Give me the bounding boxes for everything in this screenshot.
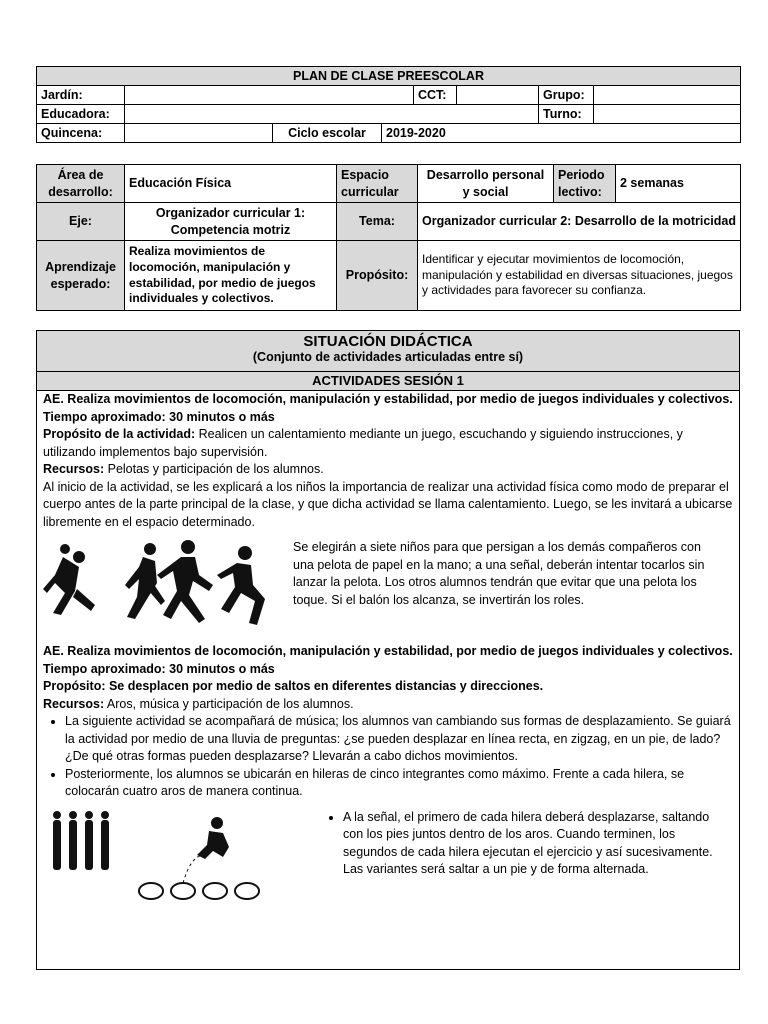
situacion-header	[37, 331, 739, 372]
area-label: Área de desarrollo:	[37, 165, 125, 203]
quincena-field[interactable]	[125, 124, 273, 143]
a1-tiempo: Tiempo aproximado: 30 minutos o más	[43, 409, 275, 424]
a2-bullet-2: • Posteriormente, los alumnos se ubicarán en hileras de cinco integrantes como máximo. Frente a cada hilera, se colocarán cuatro aros de manera continua.	[65, 766, 733, 801]
plan-title: PLAN DE CLASE PREESCOLAR	[37, 67, 741, 86]
situacion-subtitle: (Conjunto de actividades articuladas entre sí)	[252, 350, 524, 364]
a1-intro: Al inicio de la actividad, se les explicará a los niños la importancia de realizar una actividad física como modo de preparar el cuerpo antes de la parte principal de la clase, y que dicha actividad se llama calentamiento. Luego, se les invitará a ubicarse libremente en el espacio determinado.	[43, 479, 733, 529]
running-children-illustration	[43, 539, 283, 627]
a1-recursos: Recursos: Pelotas y participación de los alumnos.	[43, 462, 324, 476]
turno-field[interactable]	[594, 105, 741, 124]
educadora-field[interactable]	[125, 105, 539, 124]
a2-bullet-1: • La siguiente actividad se acompañará de música; los alumnos van cambiando sus formas de desplazamiento. Se guiará la actividad por medio de una lluvia de preguntas: ¿se pueden desplazar en línea recta, en zigzag, en un pie, de lado? ¿De qué otras formas pueden desplazarse? Llevarán a cabo dichos movimientos.	[65, 713, 733, 766]
organizador-2: Organizador curricular 2: Desarrollo de la motricidad	[418, 203, 741, 241]
a2-list	[43, 713, 733, 801]
organizador-1: Organizador curricular 1: Competencia motriz	[125, 203, 337, 241]
activity-1	[37, 391, 739, 901]
situacion-title: SITUACIÓN DIDÁCTICA	[303, 333, 473, 350]
jumping-hoops-illustration	[43, 809, 293, 901]
espacio-value: Desarrollo personal y social	[418, 165, 554, 203]
eje-label: Eje:	[37, 203, 125, 241]
proposito-label: Propósito:	[337, 241, 418, 311]
a1-game: Se elegirán a siete niños para que persigan a los demás compañeros con una pelota de papel en la mano; a una señal, deberán intentar tocarlos sin lanzar la pelota. Los otros alumnos tendrán que evitar que una pelota los toque. Si el balón los alcanza, se invertirán los roles.	[293, 540, 705, 607]
session-title: ACTIVIDADES SESIÓN 1	[37, 372, 739, 391]
a2-list-2	[313, 809, 713, 901]
area-value: Educación Física	[125, 165, 337, 203]
aprendizaje-label: Aprendizaje esperado:	[37, 241, 125, 311]
a2-bullet-3: • A la señal, el primero de cada hilera deberá desplazarse, saltando con los pies juntos dentro de los aros. Cuando terminen, los segundos de cada hilera ejecutan el ejercicio y así sucesivamente. Las variantes será saltar a un pie y de forma alternada.	[343, 809, 713, 879]
a1-ae: AE. Realiza movimientos de locomoción, manipulación y estabilidad, por medio de juegos individuales y colectivos.	[43, 392, 733, 406]
espacio-label: Espacio curricular	[337, 165, 418, 203]
jardin-label: Jardín:	[37, 86, 125, 105]
proposito-value: Identificar y ejecutar movimientos de locomoción, manipulación y estabilidad en diversas situaciones, juegos y actividades para favorecer su confianza.	[418, 241, 741, 311]
cct-field[interactable]	[457, 86, 539, 105]
tema-label: Tema:	[337, 203, 418, 241]
quincena-label: Quincena:	[37, 124, 125, 143]
cct-label: CCT:	[414, 86, 457, 105]
ciclo-label: Ciclo escolar	[273, 124, 382, 143]
a2-tiempo: Tiempo aproximado: 30 minutos o más	[43, 661, 275, 676]
a2-proposito: Propósito: Se desplacen por medio de saltos en diferentes distancias y direcciones.	[43, 679, 544, 693]
a1-proposito: Propósito de la actividad: Realicen un calentamiento mediante un juego, escuchando y siguiendo instrucciones, y utilizando implementos bajo supervisión.	[43, 427, 683, 459]
a2-recursos: Recursos: Aros, música y participación de los alumnos.	[43, 696, 354, 711]
grupo-label: Grupo:	[539, 86, 594, 105]
grupo-field[interactable]	[594, 86, 741, 105]
a2-jump-row	[43, 809, 733, 901]
a2-ae: AE. Realiza movimientos de locomoción, manipulación y estabilidad, por medio de juegos individuales y colectivos.	[43, 644, 733, 658]
ciclo-value: 2019-2020	[382, 124, 741, 143]
periodo-label: Periodo lectivo:	[554, 165, 616, 203]
turno-label: Turno:	[539, 105, 594, 124]
periodo-value: 2 semanas	[616, 165, 741, 203]
a1-game-row	[43, 539, 733, 629]
educadora-label: Educadora:	[37, 105, 125, 124]
plan-table	[36, 164, 741, 311]
header-table	[36, 66, 741, 143]
jardin-field[interactable]	[125, 86, 414, 105]
aprendizaje-value: Realiza movimientos de locomoción, manipulación y estabilidad, por medio de juegos individuales y colectivos.	[125, 241, 337, 311]
situacion-didactica	[36, 330, 740, 970]
